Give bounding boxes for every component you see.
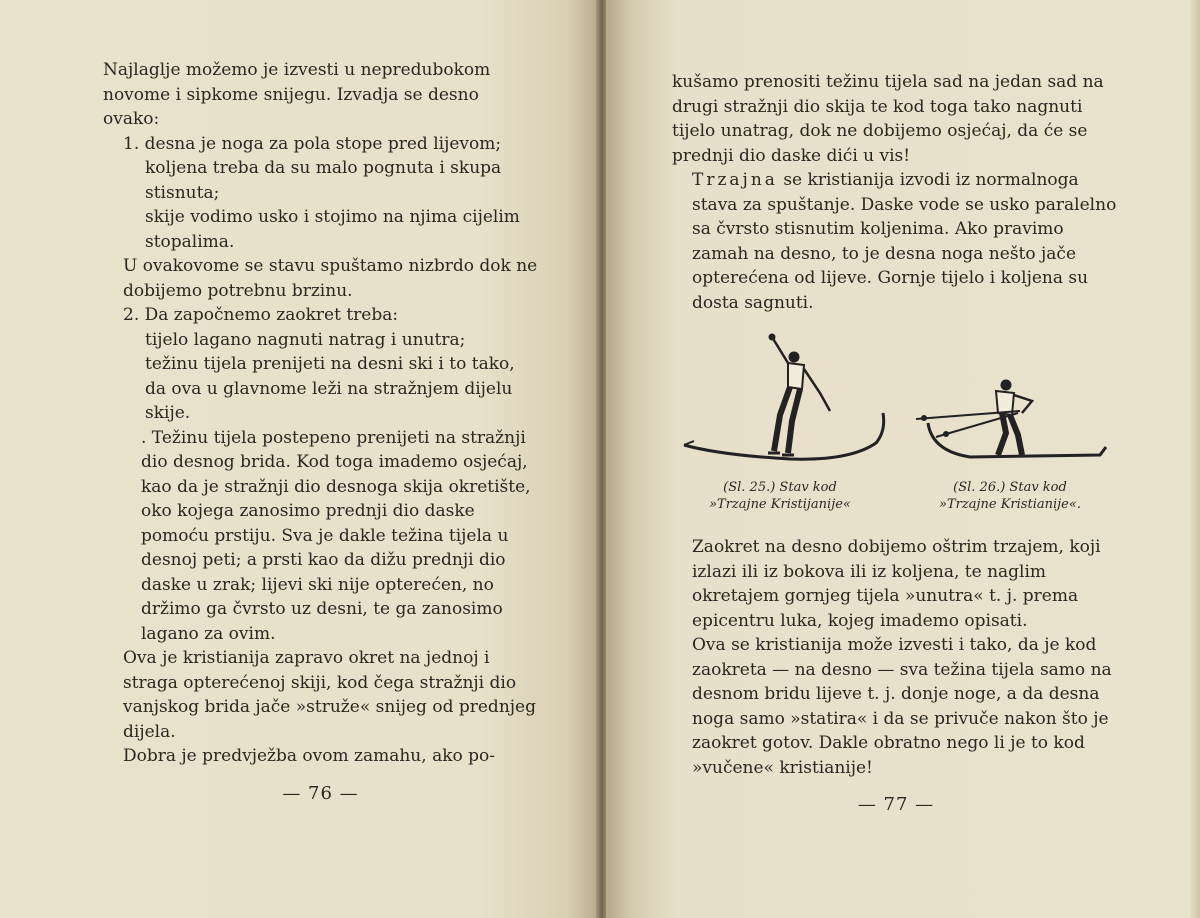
- list-subitem: . Težinu tijela postepeno prenijeti na stražnji dio desnog brida. Kod toga imademo osjećaj, kao da je stražnji dio desnoga skija okretište, oko kojega zanosimo prednji dio daske pomoću prstiju. Sva je dakle težina tijela u desnoj peti; a prsti kao da dižu prednji dio daske u zrak; lijevi ski nije opterećen, no držimo ga čvrsto uz desni, te ga zanosimo lagano za ovim.: [141, 427, 531, 644]
- list-item: 1. desna je noga za pola stope pred lijevom;: [123, 133, 502, 154]
- spaced-term: Trzajna: [692, 170, 778, 190]
- figure-26: [910, 333, 1110, 513]
- page-number: — 76 —: [282, 782, 359, 804]
- paragraph-text: se kristianija izvodi iz normalnoga stava za spuštanje. Daske vode se usko paralelno sa čvrsto stisnutim koljenima. Ako pravimo zamah na desno, to je desna noga nešto jače opterećena od lijeve. Gornje tijelo i koljena su dosta sagnuti.: [692, 170, 1117, 313]
- paragraph: [672, 168, 1120, 315]
- caption-line: (Sl. 26.) Stav kod: [953, 480, 1067, 495]
- list-subitem: koljena treba da su malo pognuta i skupa stisnuta;: [145, 158, 502, 203]
- caption-line: »Trzajne Kristianije«.: [939, 497, 1081, 512]
- paragraph: Ova se kristianija može izvesti i tako, da je kod zaokreta — na desno — sva težina tijela samo na desnom bridu lijeve t. j. donje noge, a da desna noga samo »statira« i da se privuče nakon što je zaokret gotov. Dakle obratno nego li je to kod »vučene« kristianije!: [692, 635, 1112, 778]
- paragraph: Ova je kristianija zapravo okret na jednoj i straga opterećenoj skiji, kod čega stražnji dio vanjskog brida jače »struže« snijeg od prednjeg dijela.: [123, 648, 536, 742]
- skier-poles-icon: [910, 333, 1110, 473]
- list-item: 2. Da započnemo zaokret treba:: [123, 305, 399, 325]
- left-page: [0, 0, 598, 918]
- list-subitem: težinu tijela prenijeti na desni ski i to tako, da ova u glavnome leži na stražnjem dijelu skije.: [145, 354, 515, 423]
- paragraph: U ovakovome se stavu spuštamo nizbrdo dok ne dobijemo potrebnu brzinu.: [123, 256, 538, 301]
- list-subitem: skije vodimo usko i stojimo na njima cijelim stopalima.: [145, 207, 520, 252]
- right-page: [606, 0, 1200, 918]
- paragraph: kušamo prenositi težinu tijela sad na jedan sad na drugi stražnji dio skija te kod toga tako nagnuti tijelo unatrag, dok ne dobijemo osjećaj, da će se prednji dio daske dići u vis!: [672, 72, 1104, 166]
- paragraph: Najlaglje možemo je izvesti u nepredubokom novome i sipkome snijegu. Izvadja se desno ovako:: [103, 60, 491, 129]
- figure-25: [680, 333, 880, 513]
- paragraph: Dobra je predvježba ovom zamahu, ako po-: [123, 746, 495, 766]
- paragraph: Zaokret na desno dobijemo oštrim trzajem, koji izlazi ili iz bokova ili iz koljena, te naglim okretajem gornjeg tijela »unutra« t. j. prema epicentru luka, kojeg imademo opisati.: [692, 537, 1101, 631]
- list-subitem: tijelo lagano nagnuti natrag i unutra;: [145, 329, 466, 350]
- caption-line: (Sl. 25.) Stav kod: [723, 480, 837, 495]
- page-number: — 77 —: [857, 794, 935, 815]
- skier-icon: [680, 333, 890, 473]
- figure-caption: [910, 479, 1110, 513]
- caption-line: »Trzajne Kristijanije«: [709, 497, 851, 512]
- page-edge: [1190, 0, 1200, 918]
- figure-row: [680, 333, 1110, 513]
- figure-caption: [680, 479, 880, 513]
